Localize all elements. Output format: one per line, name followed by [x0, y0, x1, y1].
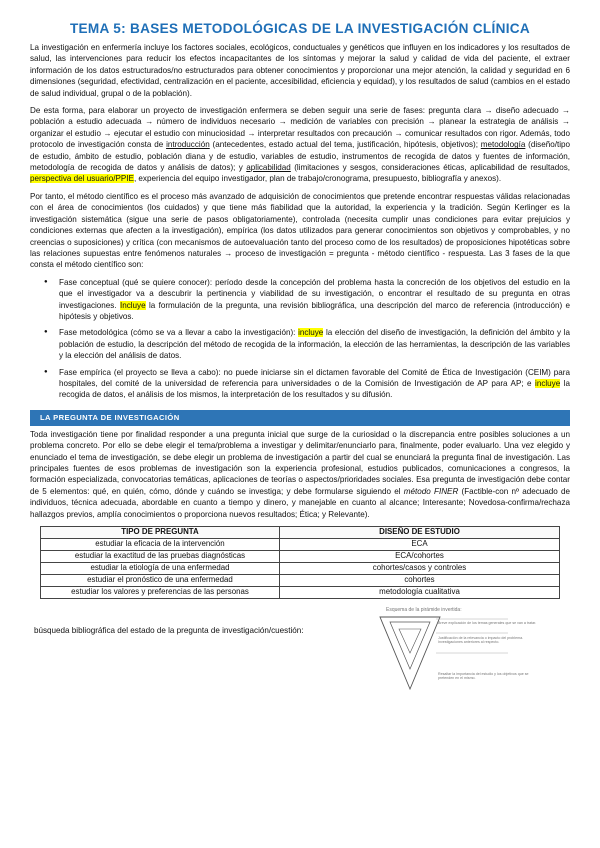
- text: Fase conceptual (qué se quiere conocer): período desde la concepción del problema hasta la concreción de los objetivos del estudio en la que el investigador va a descubrir la pertinencia y viabilidad de su investigación, o encontrar el resultado de su pregunta en otras investigaciones.: [59, 277, 570, 310]
- pyramid-title: Esquema de la pirámide invertida:: [386, 607, 462, 614]
- table-cell: metodología cualitativa: [280, 587, 560, 599]
- bottom-area: [30, 605, 570, 697]
- text: la recogida de datos, el análisis de los mismos, la interpretación de los resultados y su difusión.: [59, 378, 570, 400]
- table-cell: estudiar la eficacia de la intervención: [41, 539, 280, 551]
- table-cell: estudiar los valores y preferencias de las personas: [41, 587, 280, 599]
- text: , experiencia del equipo investigador, plan de trabajo/cronograma, presupuesto, bibliografía y anexos).: [133, 174, 502, 184]
- paragraph-phases: [30, 105, 570, 185]
- table-cell: ECA: [280, 539, 560, 551]
- text: la formulación de la pregunta, una revisión bibliográfica, una descripción del marco de referencia (introducción) e hipótesis y objetivos.: [59, 300, 570, 321]
- list-item: [59, 327, 570, 361]
- highlight-incluye: incluye: [298, 328, 324, 338]
- term-aplicabilidad: aplicabilidad: [246, 163, 291, 173]
- pyramid-level-3: Resaltar la importancia del estudio y los objetivos que se pretenden en el mismo.: [438, 672, 529, 681]
- paragraph-research-question: [30, 429, 570, 520]
- table-row: [41, 551, 560, 563]
- highlight-perspectiva: perspectiva del usuario/PPIE: [30, 174, 134, 184]
- question-design-table: [40, 526, 560, 599]
- paragraph-intro: La investigación en enfermería incluye los factores sociales, ecológicos, conductuales y genéticos que influyen en los indicadores y los resultados de salud, las intervenciones para reducir los efectos incapacitantes de los síntomas y mejorar la salud y calidad de vida del paciente, el extraer información de los datos estructurados/no estructurados para obtener conocimientos y proporcionar una mejor atención, la calidad y seguridad en 6 dimensiones (seguridad, efectividad, centralización en el paciente, accesibilidad, eficiencia y equidad), y los resultados de salud (cambios en el estado de salud individual, grupal o de la población).: [30, 43, 570, 98]
- table-header: TIPO DE PREGUNTA: [41, 527, 280, 539]
- text: Toda investigación tiene por finalidad responder a una pregunta inicial que surge de la curiosidad o la discrepancia entre posibles soluciones a un problema concreto. Por ello se debe elegir el tema/problema a investigar y delimitar/enunciarlo para, finalmente, poder evaluarlo. Una vez elegido y enunciado el tema de investigación, se debe elegir un problema de investigación a partir del cual se enunciará la pregunta final de investigación. Las principales fuentes de esos problemas de investigación son la experiencia profesional, estudios publicados, comunicaciones a congresos, la formación especializada, convocatorias temáticas, aplicaciones de teorías o aspectos/prioridades sociales. Esa pregunta de investigación debe contar de 5 elementos: qué, en quién, cómo, dónde y cuándo se investiga; y debe formularse siguiendo el: [30, 429, 570, 496]
- table-header-row: [41, 527, 560, 539]
- table-cell: cohortes: [280, 575, 560, 587]
- list-item: [59, 277, 570, 323]
- pyramid-level-2: Justificación de la relevancia o impacto del problema. Investigaciones anteriores al respecto.: [438, 636, 524, 645]
- text: (Factible-con nº adecuado de individuos, técnica adecuada, abordable en cuanto a tiempo y dinero, y manejable en cuanto al alcance; Interesante; Novedosa-confirma/rechaza hallazgos previos, amplía conocimientos o proporciona nuevos resultados; Ética; y Relevante).: [30, 486, 570, 519]
- table-row: [41, 563, 560, 575]
- term-introduccion: introducción: [166, 140, 210, 150]
- text: Fase metodológica (cómo se va a llevar a cabo la investigación):: [59, 328, 299, 338]
- text: (antecedentes, estado actual del tema, justificación, hipótesis, objetivos);: [209, 140, 481, 150]
- inverted-pyramid-figure: [358, 605, 543, 695]
- table-cell: ECA/cohortes: [280, 551, 560, 563]
- table-header: DISEÑO DE ESTUDIO: [280, 527, 560, 539]
- text: (diseño/tipo de estudio, ámbito de estudio, población diana y de estudio, variables de estudio, instrumentos de recogida de datos y fuentes de información, metodología de recogida de datos y análisis de datos); y: [30, 140, 571, 173]
- inverted-pyramid-icon: [358, 605, 543, 695]
- pyramid-level-1: Breve explicación de los temas generales que se van a tratar.: [438, 621, 537, 626]
- section-heading: LA PREGUNTA DE INVESTIGACIÓN: [30, 410, 570, 426]
- paragraph-scientific-method: Por tanto, el método científico es el proceso más avanzado de adquisición de conocimientos que pretende encontrar respuestas válidas relacionadas con el área de conocimientos (los cuidados) y que tiene más fiabilidad que la autoridad, la experiencia y la tradición. Según Kerlinger es la investigación sistemática (sigue una serie de pasos obligatoriamente), controlada (necesita cumplir unas condiciones para evitar prejuicios y condiciones externas que afecten a la investigación), empírica (los datos utilizados para generar conocimientos son objetivos y comprobables, y no creencias o suposiciones) y crítica (con mecanismos de autoevaluación tanto del proceso como de los resultados) de proposiciones hipotéticas sobre las relaciones supuestas entre fenómenos naturales → proceso de investigación = pregunta - método científico - respuesta. Las 3 fases de la que consta el método científico son:: [30, 191, 570, 270]
- page-title: TEMA 5: BASES METODOLÓGICAS DE LA INVESTIGACIÓN CLÍNICA: [69, 21, 531, 36]
- term-metodologia: metodología: [480, 140, 526, 150]
- table-cell: estudiar la exactitud de las pruebas diagnósticas: [41, 551, 280, 563]
- table-row: [41, 575, 560, 587]
- bibliographic-search-label: búsqueda bibliográfica del estado de la pregunta de investigación/cuestión:: [34, 626, 304, 636]
- phases-list: [30, 277, 570, 401]
- table-cell: estudiar la etiología de una enfermedad: [41, 563, 280, 575]
- table-cell: estudiar el pronóstico de una enfermedad: [41, 575, 280, 587]
- text: Fase empírica (el proyecto se lleva a cabo): no puede iniciarse sin el dictamen favorable del Comité de Ética de Investigación (CEIM) para hospitales, del comité de la universidad de referencia para universidades o de la Comisión de Investigación de AP para AP; e: [59, 367, 570, 388]
- table-row: [41, 539, 560, 551]
- text: De esta forma, para elaborar un proyecto de investigación enfermera se deben seguir una serie de fases: pregunta clara → diseño adecuado → población a estudio adecuada → número de individuos necesario → medición de variables con precisión → planear la estrategia de análisis → organizar el estudio → ejecutar el estudio con minuciosidad → interpretar resultados con precaución → comunicar resultados con rigor. Además, todo protocolo de investigación consta de: [30, 106, 570, 150]
- text: (limitaciones y sesgos, consideraciones éticas, aplicabilidad de resultados,: [290, 163, 570, 173]
- text: la elección del diseño de investigación, la definición del ámbito y la población de estudio, la descripción del método de recogida de la información, la elección de las herramientas, la descripción de las variables y la elección del análisis de datos.: [59, 328, 570, 361]
- table-row: [41, 587, 560, 599]
- list-item: [59, 367, 570, 401]
- highlight-incluye: Incluye: [119, 300, 146, 310]
- term-finer: método FINER: [403, 486, 459, 496]
- highlight-incluye: incluye: [535, 378, 561, 388]
- table-cell: cohortes/casos y controles: [280, 563, 560, 575]
